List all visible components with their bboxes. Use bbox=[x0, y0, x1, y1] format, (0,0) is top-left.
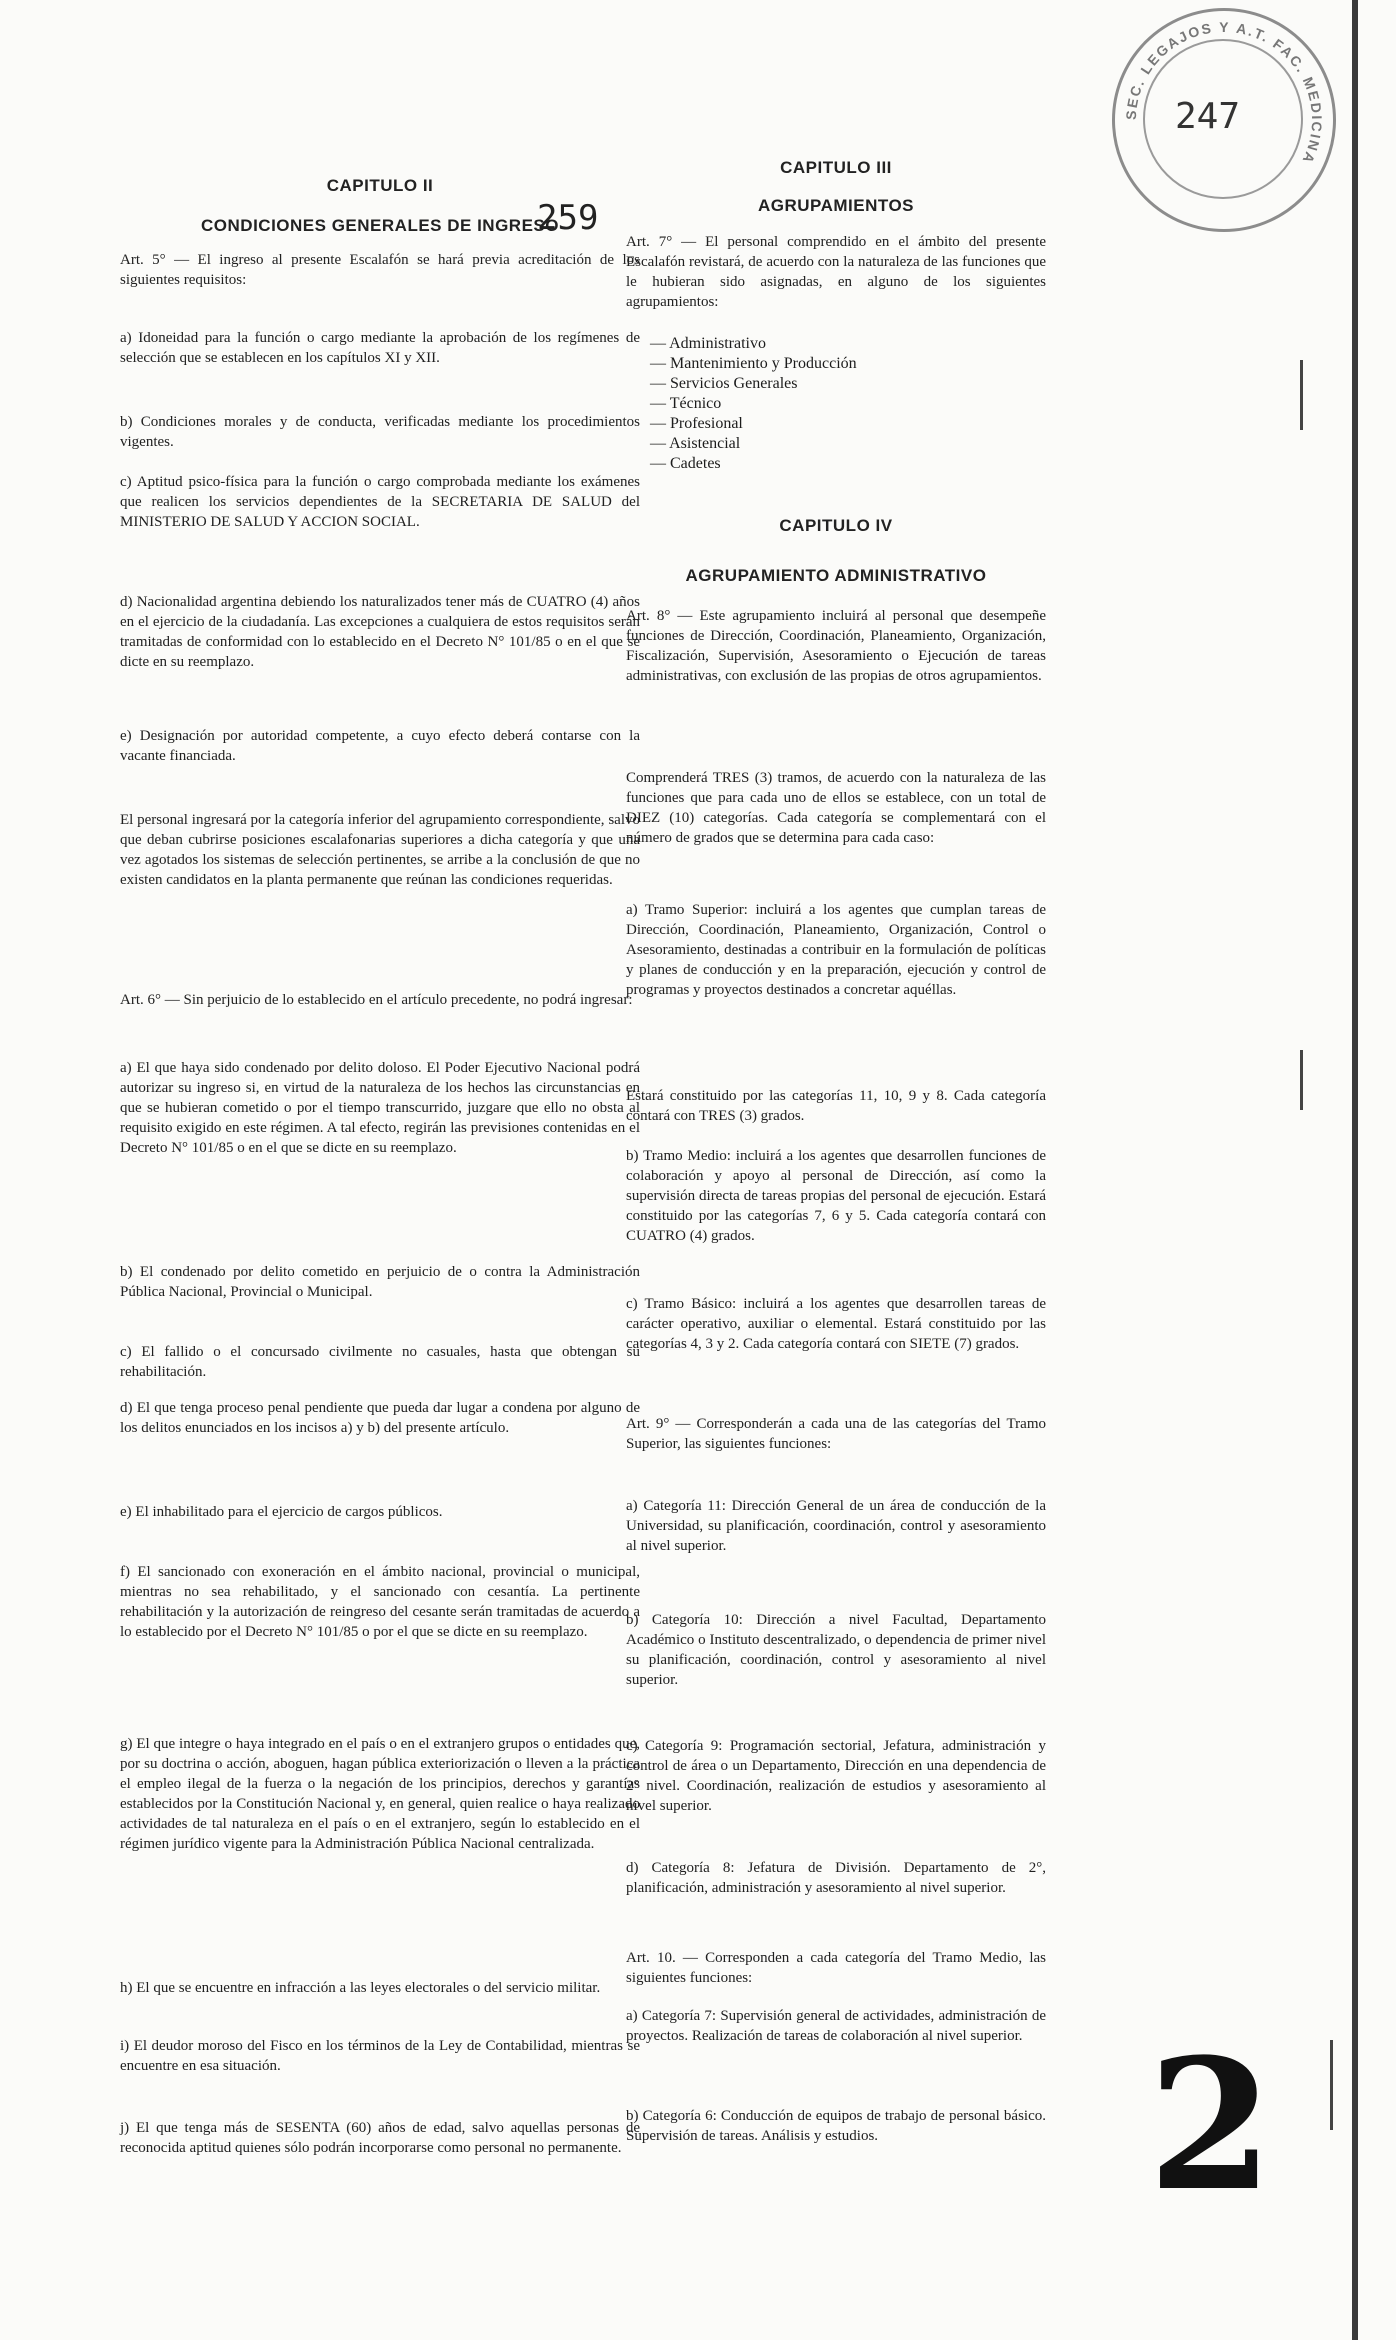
scan-edge-mark bbox=[1330, 2040, 1333, 2130]
paragraph-art5-b: b) Condiciones morales y de conducta, verificadas mediante los procedimientos vigentes. bbox=[120, 414, 640, 450]
paragraph-art5-e: e) Designación por autoridad competente, a cuyo efecto deberá contarse con la vacante financiada. bbox=[120, 728, 640, 764]
paragraph-categoria-9: c) Categoría 9: Programación sectorial, Jefatura, administración y control de área o un Departamento, Dirección en una dependencia de 2° nivel. Coordinación, realización de estudios y asesoramiento al nivel superior. bbox=[626, 1738, 1046, 1814]
paragraph-art6-g: g) El que integre o haya integrado en el país o en el extranjero grupos o entidades que, por su doctrina o acción, aboguen, hagan pública exteriorización o lleven a la práctica el empleo ilegal de la fuerza o la negación de los principios, derechos y garantías establecidos por la Constitución Nacional y, en general, quien realice o haya realizado actividades de tal naturaleza en el país o en el extranjero, según lo establecido en el régimen jurídico vigente para la Administración Pública Nacional centralizada. bbox=[120, 1736, 640, 1852]
list-item: — Profesional bbox=[650, 415, 743, 432]
list-item: — Asistencial bbox=[650, 435, 741, 452]
paragraph-categoria-10: b) Categoría 10: Dirección a nivel Facultad, Departamento Académico o Instituto descentralizado, o dependencia de primer nivel su planificación, coordinación, control y asesoramiento al nivel superior. bbox=[626, 1612, 1046, 1688]
paragraph-art6-c: c) El fallido o el concursado civilmente no casuales, hasta que obtengan su rehabilitación. bbox=[120, 1344, 640, 1380]
list-item: — Cadetes bbox=[650, 455, 721, 472]
paragraph-tramos: Comprenderá TRES (3) tramos, de acuerdo con la naturaleza de las funciones que para cada uno de ellos se establece, con un total de DIEZ (10) categorías. Cada categoría se complementará con el número de grados que se determina para cada caso: bbox=[626, 770, 1046, 846]
paragraph-tramo-superior: a) Tramo Superior: incluirá a los agentes que cumplan tareas de Dirección, Coordinación, Planeamiento, Organización, Control o Asesoramiento, destinadas a contribuir en la formulación de políticas y planes de conducción y en la preparación, ejecución y control de programas y proyectos destinados a concretar aquéllas. bbox=[626, 902, 1046, 998]
paragraph-art6-f: f) El sancionado con exoneración en el ámbito nacional, provincial o municipal, mientras no sea rehabilitado, y el sancionado con cesantía. La pertinente rehabilitación y la autorización de reingreso del cesante serán tramitadas de acuerdo a lo establecido por el Decreto N° 101/85 o por el que se dicte en su reemplazo. bbox=[120, 1564, 640, 1640]
scan-edge-bar bbox=[1352, 0, 1358, 2340]
list-item: — Servicios Generales bbox=[650, 375, 798, 392]
paragraph-art6-i: i) El deudor moroso del Fisco en los términos de la Ley de Contabilidad, mientras se encuentre en esa situación. bbox=[120, 2038, 640, 2074]
chapter-4-heading: CAPITULO IV bbox=[779, 516, 893, 535]
paragraph-art9: Art. 9° — Corresponderán a cada una de las categorías del Tramo Superior, las siguientes funciones: bbox=[626, 1416, 1046, 1452]
paragraph-tramo-superior-categorias: Estará constituido por las categorías 11, 10, 9 y 8. Cada categoría contará con TRES (3) grados. bbox=[626, 1088, 1046, 1124]
paragraph-ingreso-categoria: El personal ingresará por la categoría inferior del agrupamiento correspondiente, salvo que deban cubrirse posiciones escalafonarias superiores a dicha categoría y que una vez agotados los sistemas de selección pertinentes, se arribe a la conclusión de que no existen candidatos en la planta permanente que reúnan las condiciones requeridas. bbox=[120, 812, 640, 888]
paragraph-art6-d: d) El que tenga proceso penal pendiente que pueda dar lugar a condena por alguno de los delitos enunciados en los incisos a) y b) del presente artículo. bbox=[120, 1400, 640, 1436]
paragraph-art5-c: c) Aptitud psico-física para la función o cargo comprobada mediante los exámenes que realicen los servicios dependientes de la SECRETARIA DE SALUD del MINISTERIO DE SALUD Y ACCION SOCIAL. bbox=[120, 474, 640, 530]
paragraph-categoria-11: a) Categoría 11: Dirección General de un área de conducción de la Universidad, su planificación, coordinación, control y asesoramiento al nivel superior. bbox=[626, 1498, 1046, 1554]
paragraph-categoria-7: a) Categoría 7: Supervisión general de actividades, administración de proyectos. Realización de tareas de colaboración al nivel superior. bbox=[626, 2008, 1046, 2044]
paragraph-art8: Art. 8° — Este agrupamiento incluirá al personal que desempeñe funciones de Dirección, Coordinación, Planeamiento, Organización, Fiscalización, Supervisión, Asesoramiento o Ejecución de tareas administrativas, con exclusión de las propias de otros agrupamientos. bbox=[626, 608, 1046, 684]
paragraph-art7: Art. 7° — El personal comprendido en el ámbito del presente Escalafón revistará, de acuerdo con la naturaleza de las funciones que le hubieran sido asignadas, en alguno de los siguientes agrupamientos: bbox=[626, 234, 1046, 310]
list-item: — Administrativo bbox=[650, 335, 766, 352]
bottom-page-number: 2 bbox=[1148, 2020, 1274, 2231]
agrupamientos-list bbox=[636, 334, 857, 474]
chapter-3-title: AGRUPAMIENTOS bbox=[757, 196, 915, 215]
paragraph-art6-a: a) El que haya sido condenado por delito doloso. El Poder Ejecutivo Nacional podrá autorizar su ingreso si, en virtud de la naturaleza de los hechos las circunstancias en que se hubieran cometido o por el tiempo transcurrido, juzgare que ello no obsta al requisito exigido en este régimen. A tal efecto, regirán las previsiones contenidas en el Decreto N° 101/85 o en el que se dicte en su reemplazo. bbox=[120, 1060, 640, 1156]
svg-text:SEC. LEGAJOS Y A.T. FAC. MEDIC: SEC. LEGAJOS Y A.T. FAC. MEDICINA bbox=[1122, 18, 1326, 168]
paragraph-art6-e: e) El inhabilitado para el ejercicio de cargos públicos. bbox=[120, 1504, 443, 1520]
stamp-number: 247 bbox=[1175, 96, 1241, 137]
chapter-3-heading: CAPITULO III bbox=[780, 158, 892, 177]
paragraph-art5-a: a) Idoneidad para la función o cargo mediante la aprobación de los regímenes de selección que se establecen en los capítulos XI y XII. bbox=[120, 330, 640, 366]
paragraph-art5: Art. 5° — El ingreso al presente Escalafón se hará previa acreditación de los siguientes requisitos: bbox=[120, 252, 640, 288]
paragraph-categoria-6: b) Categoría 6: Conducción de equipos de trabajo de personal básico. Supervisión de tareas. Análisis y estudios. bbox=[626, 2108, 1046, 2144]
paragraph-tramo-basico: c) Tramo Básico: incluirá a los agentes que desarrollen tareas de carácter operativo, auxiliar o elemental. Estará constituido por las categorías 4, 3 y 2. Cada categoría contará con SIETE (7) grados. bbox=[626, 1296, 1046, 1352]
chapter-2-heading: CAPITULO II bbox=[326, 176, 434, 195]
chapter-4-title: AGRUPAMIENTO ADMINISTRATIVO bbox=[685, 566, 987, 585]
paragraph-art6-b: b) El condenado por delito cometido en perjuicio de o contra la Administración Pública Nacional, Provincial o Municipal. bbox=[120, 1264, 640, 1300]
scan-edge-mark bbox=[1300, 360, 1303, 430]
paragraph-art6-h: h) El que se encuentre en infracción a las leyes electorales o del servicio militar. bbox=[120, 1980, 601, 1996]
scan-edge-mark bbox=[1300, 1050, 1303, 1110]
paragraph-art5-d: d) Nacionalidad argentina debiendo los naturalizados tener más de CUATRO (4) años en el ejercicio de la ciudadanía. Las excepciones a cualquiera de estos requisitos serán tramitadas de conformidad con lo establecido en el Decreto N° 101/85 o en el que se dicte en su reemplazo. bbox=[120, 594, 640, 670]
paragraph-art6-j: j) El que tenga más de SESENTA (60) años de edad, salvo aquellas personas de reconocida aptitud quienes sólo podrán incorporarse como personal no permanente. bbox=[120, 2120, 640, 2156]
paragraph-art10: Art. 10. — Corresponden a cada categoría del Tramo Medio, las siguientes funciones: bbox=[626, 1950, 1046, 1986]
paragraph-art6: Art. 6° — Sin perjuicio de lo establecido en el artículo precedente, no podrá ingresar: bbox=[120, 992, 633, 1008]
chapter-2-title: CONDICIONES GENERALES DE INGRESO bbox=[201, 216, 559, 235]
paragraph-categoria-8: d) Categoría 8: Jefatura de División. Departamento de 2°, planificación, administración y asesoramiento al nivel superior. bbox=[626, 1860, 1046, 1896]
office-stamp bbox=[1112, 8, 1336, 232]
paragraph-tramo-medio: b) Tramo Medio: incluirá a los agentes que desarrollen funciones de colaboración y apoyo al personal de Dirección, así como la supervisión directa de tareas propias del personal de ejecución. Estará constituido por las categorías 7, 6 y 5. Cada categoría contará con CUATRO (4) grados. bbox=[626, 1148, 1046, 1244]
list-item: — Mantenimiento y Producción bbox=[650, 355, 857, 372]
handwritten-page-number: 259 bbox=[537, 198, 599, 238]
list-item: — Técnico bbox=[650, 395, 722, 412]
